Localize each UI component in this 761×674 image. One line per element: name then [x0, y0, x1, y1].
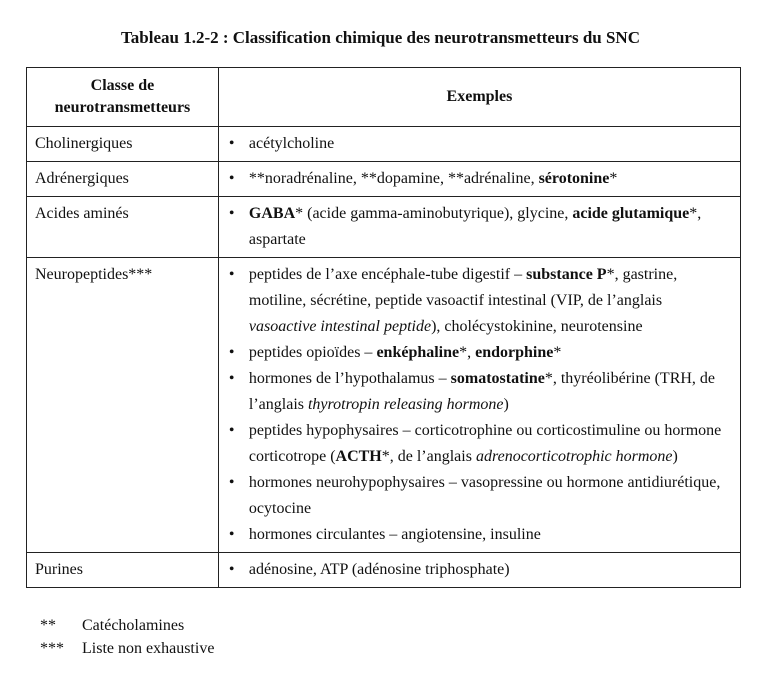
table-body	[27, 127, 741, 588]
text-segment: **noradrénaline, **dopamine, **adrénaline,	[248, 170, 539, 187]
classe-cell: Cholinergiques	[27, 127, 219, 162]
text-segment: * (acide gamma-aminobutyrique), glycine,	[295, 205, 573, 222]
list-item	[249, 522, 732, 548]
table-row	[27, 162, 741, 197]
text-segment: peptides hypophysaires – corticotrophine ou corticostimuline ou hormone corticotrope (	[248, 422, 722, 465]
footnote-text: Liste non exhaustive	[82, 640, 215, 657]
text-segment: endorphine	[475, 344, 554, 361]
text-segment: adrenocorticotrophic hormone	[475, 448, 673, 465]
text-segment: )	[503, 396, 509, 413]
exemples-list	[227, 131, 732, 157]
text-segment: peptides opioïdes –	[248, 344, 377, 361]
exemples-cell	[218, 197, 740, 258]
text-segment: somatostatine	[450, 370, 545, 387]
exemples-list	[227, 201, 732, 253]
header-classe	[27, 68, 219, 127]
text-segment: hormones neurohypophysaires – vasopressine ou hormone antidiurétique, ocytocine	[248, 474, 721, 517]
text-segment: enképhaline	[376, 344, 460, 361]
header-exemples: Exemples	[218, 68, 740, 127]
footnote-marker: **	[40, 617, 56, 634]
table-caption: Tableau 1.2-2 : Classification chimique des neurotransmetteurs du SNC	[120, 28, 640, 47]
text-segment: *, thyréolibérine (TRH, de l’anglais	[248, 370, 716, 413]
list-item	[249, 366, 732, 418]
classe-cell: Purines	[27, 553, 219, 588]
table-row	[27, 258, 741, 553]
text-segment: ), cholécystokinine, neurotensine	[431, 318, 643, 335]
exemples-list	[227, 262, 732, 548]
text-segment: GABA	[248, 205, 296, 222]
header-classe-line2: neurotransmetteurs	[54, 99, 191, 116]
text-segment: ACTH	[335, 448, 382, 465]
footnote-liste	[40, 640, 214, 658]
classe-cell: Adrénergiques	[27, 162, 219, 197]
text-segment: acétylcholine	[248, 135, 335, 152]
text-segment: hormones de l’hypothalamus –	[248, 370, 451, 387]
header-classe-line1: Classe de	[90, 77, 155, 94]
exemples-cell	[218, 553, 740, 588]
table-row	[27, 197, 741, 258]
list-item	[249, 418, 732, 470]
exemples-list	[227, 166, 732, 192]
table-row	[27, 553, 741, 588]
text-segment: *, de l’anglais	[381, 448, 476, 465]
text-segment: adénosine, ATP (adénosine triphosphate)	[248, 561, 510, 578]
list-item	[249, 201, 732, 253]
list-item	[249, 131, 732, 157]
exemples-cell	[218, 258, 740, 553]
exemples-cell	[218, 162, 740, 197]
text-segment: acide glutamique	[572, 205, 690, 222]
exemples-cell	[218, 127, 740, 162]
table-header-row	[27, 68, 741, 127]
footnote-catecholamines	[40, 617, 184, 635]
text-segment: substance P	[526, 266, 607, 283]
text-segment: *,	[459, 344, 476, 361]
text-segment: *, aspartate	[248, 205, 702, 248]
classe-cell: Neuropeptides***	[27, 258, 219, 553]
text-segment: peptides de l’axe encéphale-tube digestif –	[248, 266, 527, 283]
neurotransmitter-table	[26, 67, 741, 588]
text-segment: )	[672, 448, 678, 465]
list-item	[249, 262, 732, 340]
footnote-text: Catécholamines	[82, 617, 185, 634]
exemples-list	[227, 557, 732, 583]
text-segment: hormones circulantes – angiotensine, insuline	[248, 526, 541, 543]
table-row	[27, 127, 741, 162]
text-segment: thyrotropin releasing hormone	[307, 396, 504, 413]
text-segment: *, gastrine, motiline, sécrétine, peptide vasoactif intestinal (VIP, de l’anglais	[248, 266, 678, 309]
list-item	[249, 166, 732, 192]
footnote-marker: ***	[40, 640, 64, 657]
text-segment: vasoactive intestinal peptide	[248, 318, 432, 335]
list-item	[249, 470, 732, 522]
classe-cell: Acides aminés	[27, 197, 219, 258]
text-segment: *	[609, 170, 618, 187]
text-segment: sérotonine	[538, 170, 610, 187]
list-item	[249, 557, 732, 583]
text-segment: *	[553, 344, 562, 361]
list-item	[249, 340, 732, 366]
